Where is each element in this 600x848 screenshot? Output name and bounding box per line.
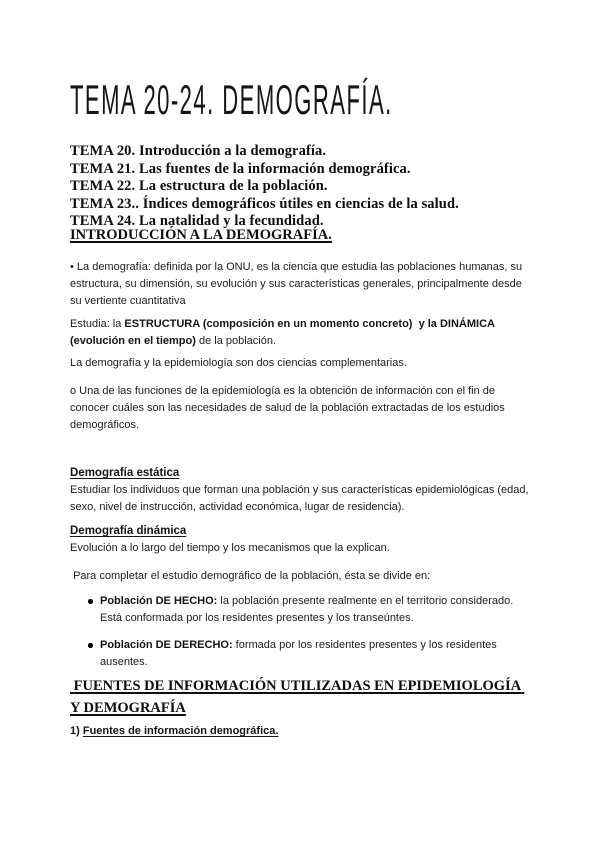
tema-list-item: TEMA 21. Las fuentes de la información demográfica. (70, 160, 411, 177)
paragraph-funciones: o Una de las funciones de la epidemiología es la obtención de información con el fin de conocer cuáles son las necesidades de salud de la población extractadas de los estudios demográficos. (70, 385, 505, 431)
tema-list-item: TEMA 24. La natalidad y la fecundidad. (70, 213, 324, 229)
tema-list (70, 143, 532, 231)
estudia-run-bold: ESTRUCTURA (composición en un momento concreto) y la DINÁMICA (evolución en el tiempo) (70, 317, 498, 347)
bullet-rest: la población presente realmente en el territorio considerado. Está conformada por los residentes presentes y los transeúntes. (100, 595, 514, 624)
list-item-text (100, 637, 532, 671)
bullet-lead: Población DE DERECHO: (100, 639, 233, 651)
bullet-icon (88, 643, 93, 648)
tema-list-item: TEMA 22. La estructura de la población. (70, 178, 328, 194)
section-heading-fuentes: FUENTES DE INFORMACIÓN UTILIZADAS EN EPIDEMIOLOGÍA Y DEMOGRAFÍA (70, 678, 525, 716)
bullet-lead: Población DE HECHO: (100, 595, 218, 607)
paragraph-estatica: Estudiar los individuos que forman una población y sus características epidemiológicas (edad, sexo, nivel de instrucción, actividad económica, lugar de residencia). (70, 484, 529, 513)
subheading-demografia-estatica: Demografía estática (70, 467, 180, 479)
estudia-run-regular: de la población. (195, 334, 277, 347)
list-item-poblacion-de-derecho (70, 637, 532, 671)
paragraph-dinamica: Evolución a lo largo del tiempo y los mecanismos que la explican. (70, 542, 390, 554)
bullet-icon (88, 599, 93, 604)
subheading-demografia-dinamica: Demografía dinámica (70, 525, 187, 537)
paragraph-complementarias: La demografía y la epidemiología son dos ciencias complementarias. (70, 357, 407, 369)
bullet-rest: formada por los residentes presentes y los residentes ausentes. (100, 639, 497, 668)
tema-list-item: TEMA 20. Introducción a la demografía. (70, 143, 327, 159)
section-heading-introduccion: INTRODUCCIÓN A LA DEMOGRAFÍA. (70, 226, 332, 243)
item-label: Fuentes de información demográfica. (82, 725, 279, 737)
paragraph-divide-intro: Para completar el estudio demográfico de la población, ésta se divide en: (70, 570, 431, 582)
document-title (70, 76, 532, 124)
tema-list-item: TEMA 23.. Índices demográficos útiles en ciencias de la salud. (70, 195, 459, 212)
list-item-text (100, 593, 532, 627)
paragraph-definicion: • La demografía: definida por la ONU, es la ciencia que estudia las poblaciones humanas, su estructura, su dimensión, su evolución y sus características generales, principalmente desde su vertiente cuantitativa (70, 260, 523, 307)
item-fuentes-demograficas (70, 723, 532, 740)
paragraph-estudia (70, 316, 532, 350)
document-title-text: TEMA 20-24. DEMOGRAFÍA. (70, 76, 393, 124)
estudia-run-regular: Estudia: la (70, 317, 125, 330)
list-item-poblacion-de-hecho (70, 593, 532, 627)
item-number-prefix: 1) (70, 725, 83, 737)
